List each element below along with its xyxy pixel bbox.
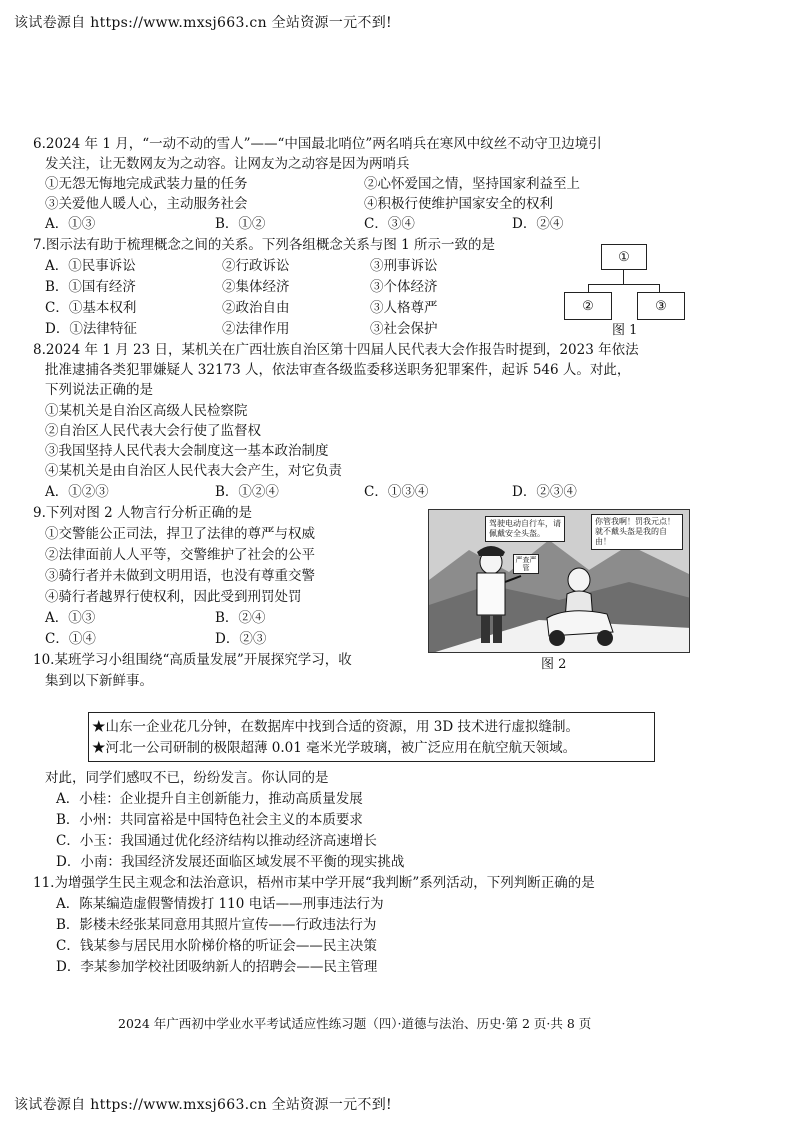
fig1-connector-vertical	[623, 270, 624, 284]
fig1-box-right: ③	[637, 292, 685, 320]
q9-option-d: D．②③	[215, 631, 267, 647]
fig1-caption: 图 1	[612, 323, 638, 338]
fig1-connector-right	[659, 284, 660, 292]
q9-statement-3: ③骑行者并未做到文明用语，也没有尊重交警	[45, 568, 315, 584]
q6-statement-1: ①无怨无悔地完成武装力量的任务	[45, 176, 248, 192]
q6-option-d: D．②④	[512, 216, 564, 232]
q10-stem-line3: 对此，同学们感叹不已，纷纷发言。你认同的是	[45, 770, 329, 786]
q9-option-b: B．②④	[215, 610, 266, 626]
q6-option-b: B．①②	[215, 216, 266, 232]
q8-statement-2: ②自治区人民代表大会行使了监督权	[45, 423, 261, 439]
q6-statement-2: ②心怀爱国之情，坚持国家利益至上	[364, 176, 580, 192]
q7-option-a-2: ②行政诉讼	[222, 258, 290, 274]
q7-stem: 7.图示法有助于梳理概念之间的关系。下列各组概念关系与图 1 所示一致的是	[33, 237, 496, 253]
q6-option-a: A．①③	[45, 216, 96, 232]
q7-option-d-1: D．①法律特征	[45, 321, 137, 337]
news-item-1: ★山东一企业花几分钟，在数据库中找到合适的资源，用 3D 技术进行虚拟缝制。	[92, 719, 579, 735]
q8-statement-4: ④某机关是由自治区人民代表大会产生，对它负责	[45, 463, 342, 479]
q7-option-b-2: ②集体经济	[222, 279, 290, 295]
figure-2-cartoon	[428, 509, 690, 653]
q7-option-a-1: A．①民事诉讼	[45, 258, 136, 274]
bubble-rider: 你管我啊！罚我元点！就不戴头盔是我的自由！	[591, 514, 683, 550]
q6-statement-3: ③关爱他人暖人心，主动服务社会	[45, 196, 248, 212]
q9-statement-2: ②法律面前人人平等，交警维护了社会的公平	[45, 547, 315, 563]
q6-stem-line2: 发关注，让无数网友为之动容。让网友为之动容是因为两哨兵	[45, 156, 410, 172]
fig1-connector-left	[588, 284, 589, 292]
fig1-box-left: ②	[564, 292, 612, 320]
q7-option-b-3: ③个体经济	[370, 279, 438, 295]
fig1-connector-horizontal	[588, 284, 660, 285]
q10-option-c: C．小玉：我国通过优化经济结构以推动经济高速增长	[56, 833, 377, 849]
q11-stem: 11.为增强学生民主观念和法治意识，梧州市某中学开展“我判断”系列活动，下列判断正确的是	[33, 875, 595, 891]
q11-option-c: C．钱某参与居民用水阶梯价格的听证会——民主决策	[56, 938, 377, 954]
q7-option-c-2: ②政治自由	[222, 300, 290, 316]
q8-option-c: C．①③④	[364, 484, 429, 500]
q6-option-c: C．③④	[364, 216, 415, 232]
q8-statement-3: ③我国坚持人民代表大会制度这一基本政治制度	[45, 443, 329, 459]
q8-option-a: A．①②③	[45, 484, 109, 500]
q8-option-d: D．②③④	[512, 484, 577, 500]
bottom-banner: 该试卷源自 https://www.mxsj663.cn 全站资源一元不到!	[14, 1097, 392, 1113]
q9-statement-1: ①交警能公正司法，捍卫了法律的尊严与权威	[45, 526, 315, 542]
q8-stem-line1: 8.2024 年 1 月 23 日，某机关在广西壮族自治区第十四届人民代表大会作报告时提到，2023 年依法	[33, 342, 639, 358]
q8-stem-line3: 下列说法正确的是	[45, 382, 153, 398]
q8-statement-1: ①某机关是自治区高级人民检察院	[45, 403, 248, 419]
bubble-officer: 驾驶电动自行车，请佩戴安全头盔。	[485, 516, 565, 542]
q7-option-d-3: ③社会保护	[370, 321, 438, 337]
q6-stem-line1: 6.2024 年 1 月，“一动不动的雪人”——“中国最北哨位”两名哨兵在寒风中纹丝不动守卫边境引	[33, 136, 602, 152]
page-footer: 2024 年广西初中学业水平考试适应性练习题（四）·道德与法治、历史·第 2 页·共 8 页	[118, 1016, 592, 1031]
fig2-caption: 图 2	[541, 657, 567, 672]
q7-option-a-3: ③刑事诉讼	[370, 258, 438, 274]
q8-option-b: B．①②④	[215, 484, 279, 500]
sign-card: 严查严管	[513, 554, 539, 574]
top-banner: 该试卷源自 https://www.mxsj663.cn 全站资源一元不到!	[14, 15, 392, 31]
q6-statement-4: ④积极行使维护国家安全的权利	[364, 196, 553, 212]
q10-stem-line1: 10.某班学习小组围绕“高质量发展”开展探究学习，收	[33, 652, 352, 668]
q9-statement-4: ④骑行者越界行使权利，因此受到刑罚处罚	[45, 589, 302, 605]
fig1-box-top: ①	[601, 244, 647, 270]
q10-option-b: B．小州：共同富裕是中国特色社会主义的本质要求	[56, 812, 363, 828]
q7-option-b-1: B．①国有经济	[45, 279, 136, 295]
q8-stem-line2: 批准逮捕各类犯罪嫌疑人 32173 人，依法审查各级监委移送职务犯罪案件，起诉 546 人。对此，	[45, 362, 631, 378]
news-box	[88, 712, 655, 762]
q7-option-c-1: C．①基本权利	[45, 300, 137, 316]
q11-option-d: D．李某参加学校社团吸纳新人的招聘会——民主管理	[56, 959, 378, 975]
q10-option-d: D．小南：我国经济发展还面临区域发展不平衡的现实挑战	[56, 854, 405, 870]
q7-option-d-2: ②法律作用	[222, 321, 290, 337]
news-item-2: ★河北一公司研制的极限超薄 0.01 毫米光学玻璃，被广泛应用在航空航天领域。	[92, 740, 577, 756]
q7-option-c-3: ③人格尊严	[370, 300, 438, 316]
q10-stem-line2: 集到以下新鲜事。	[45, 673, 153, 689]
q9-stem: 9.下列对图 2 人物言行分析正确的是	[33, 505, 253, 521]
q9-option-c: C．①④	[45, 631, 96, 647]
q11-option-a: A．陈某编造虚假警情拨打 110 电话——刑事违法行为	[56, 896, 384, 912]
q10-option-a: A．小桂：企业提升自主创新能力，推动高质量发展	[56, 791, 363, 807]
q11-option-b: B．影楼未经张某同意用其照片宣传——行政违法行为	[56, 917, 377, 933]
q9-option-a: A．①③	[45, 610, 96, 626]
